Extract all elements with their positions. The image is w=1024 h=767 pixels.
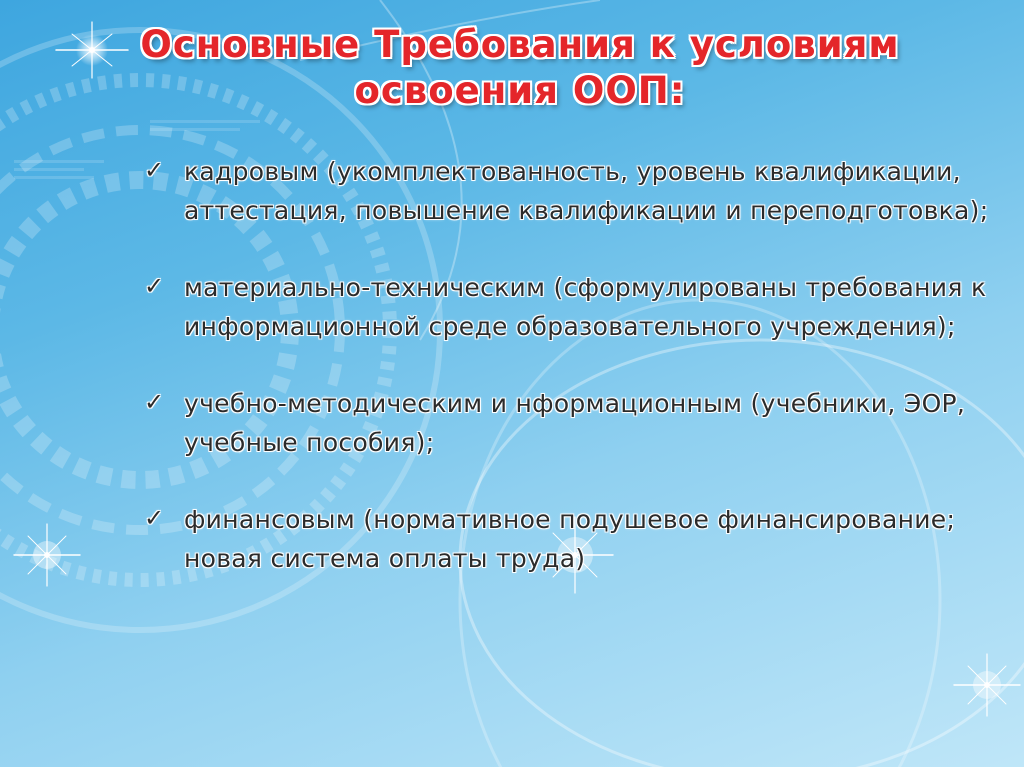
- sparkle-star-icon: [952, 650, 1022, 720]
- slide-title-line-1: Основные Требования к условиям: [140, 23, 900, 66]
- check-mark-icon: ✓: [144, 272, 165, 300]
- list-item-text: финансовым (нормативное подушевое финансирование; новая система оплаты труда): [184, 505, 956, 573]
- check-mark-icon: ✓: [144, 388, 165, 416]
- list-item-staffing: [144, 152, 1004, 230]
- list-item-text: учебно-методическим и нформационным (учебники, ЭОР, учебные пособия);: [184, 389, 966, 457]
- slide-title-line-2: освоения ООП:: [354, 69, 686, 112]
- list-item-methodical: [144, 384, 1004, 462]
- list-item-text: материально-техническим (сформулированы требования к информационной среде образовательного учреждения);: [184, 273, 987, 341]
- check-mark-icon: ✓: [144, 156, 165, 184]
- slide-title: [60, 22, 980, 114]
- list-item-text: кадровым (укомплектованность, уровень квалификации, аттестация, повышение квалификации и переподготовка);: [184, 157, 989, 225]
- sparkle-star-icon: [12, 520, 82, 590]
- list-item-financial: [144, 500, 1004, 578]
- requirements-list: [144, 152, 1004, 616]
- check-mark-icon: ✓: [144, 504, 165, 532]
- list-item-material: [144, 268, 1004, 346]
